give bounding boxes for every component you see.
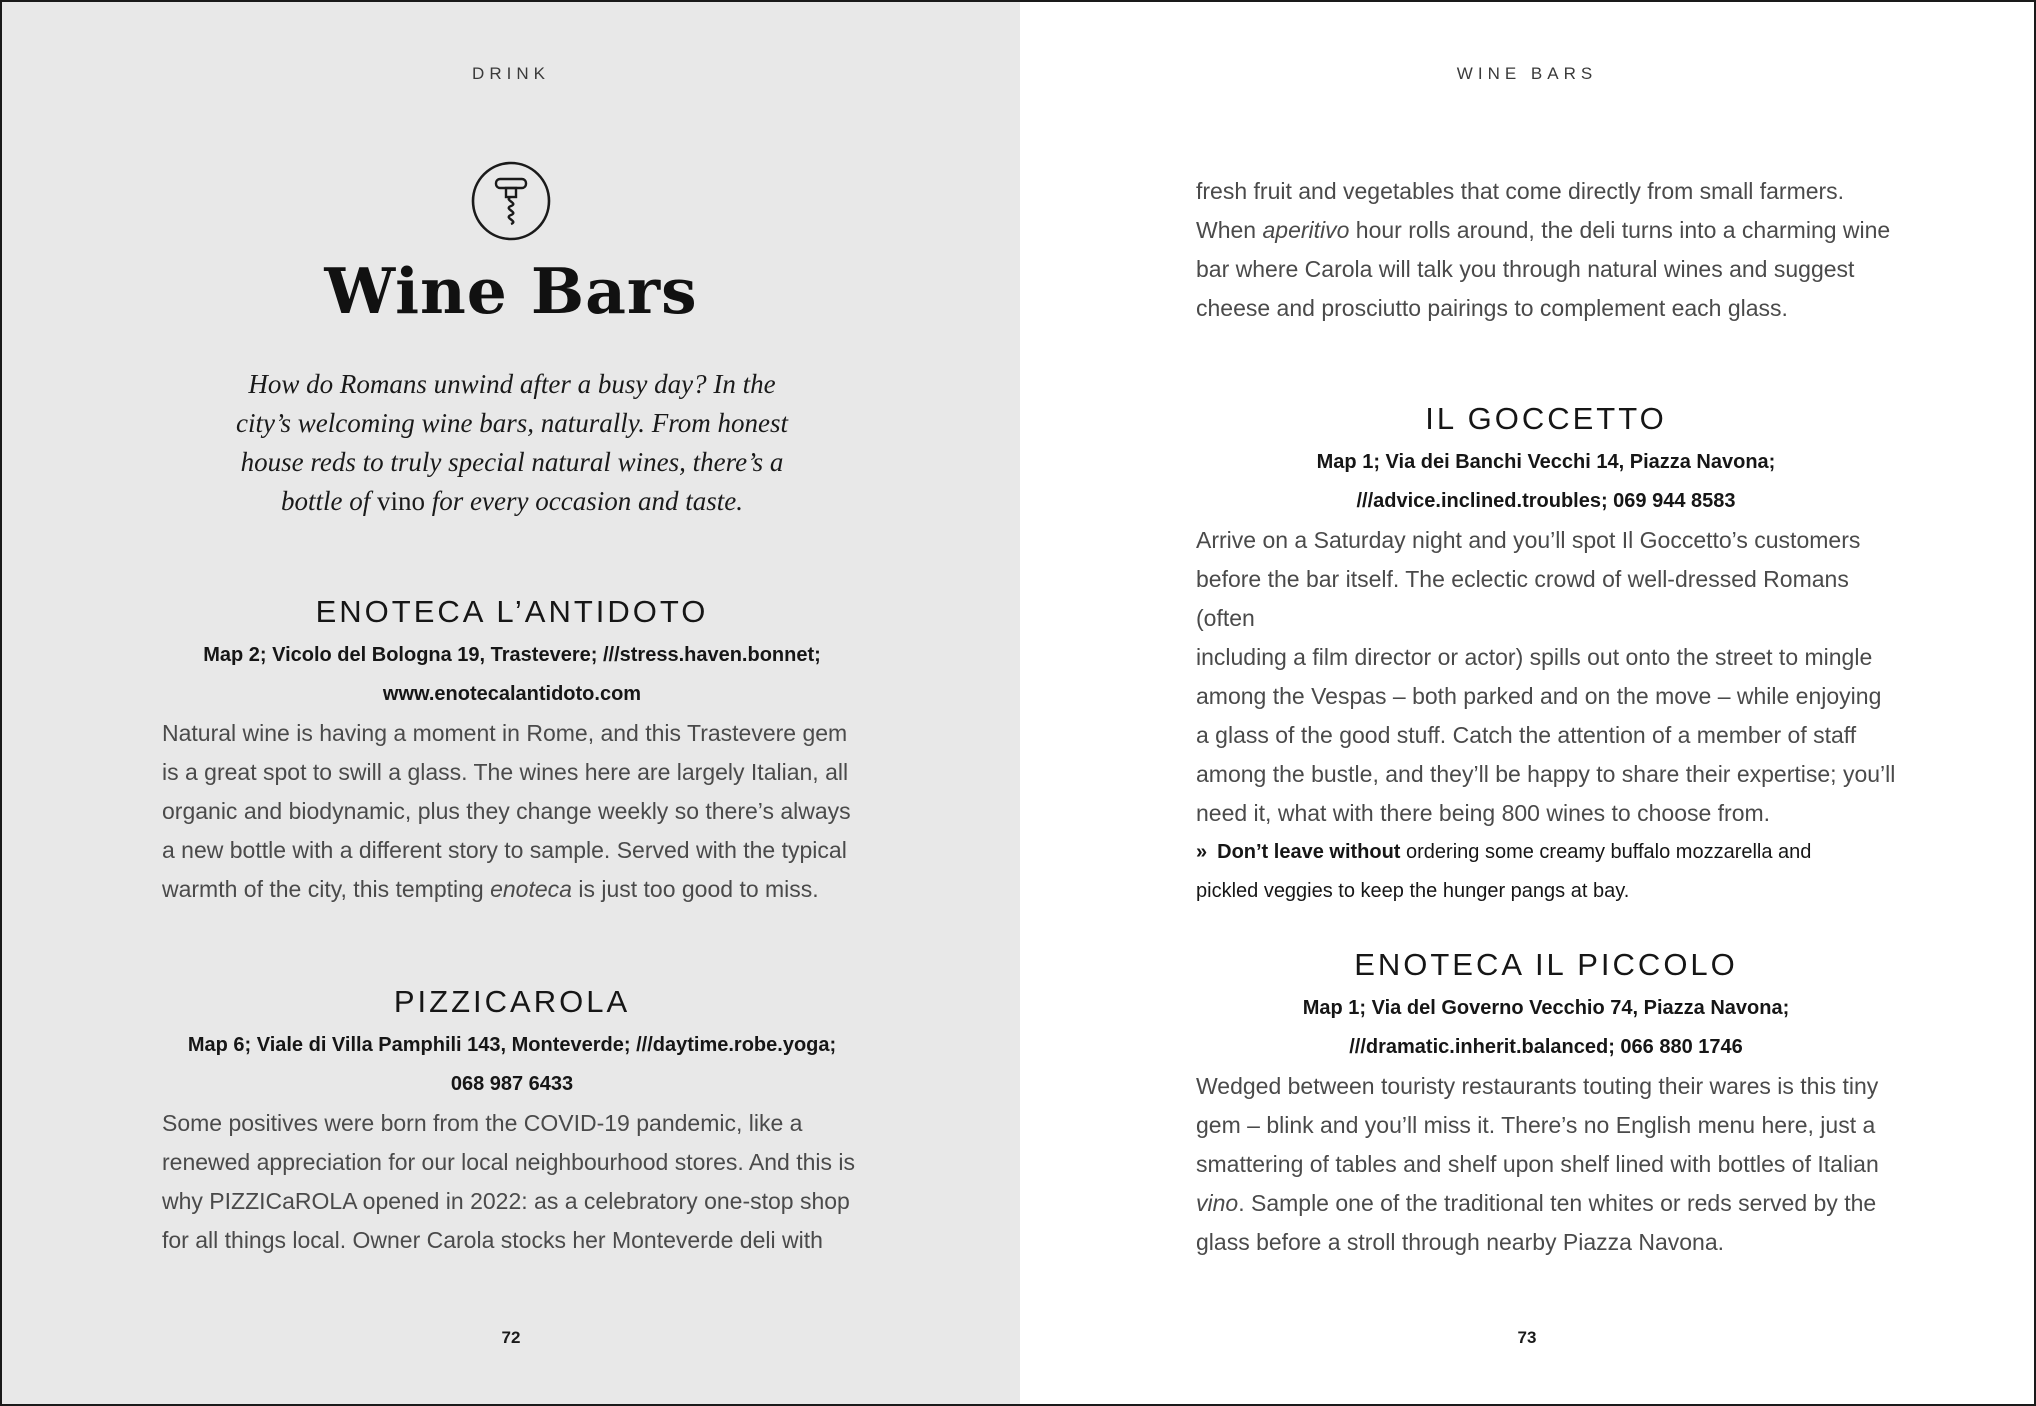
running-head-left: DRINK bbox=[472, 64, 550, 83]
venue-description bbox=[162, 1104, 862, 1260]
venue-contact: ///advice.inclined.troubles; 069 944 8583 bbox=[1356, 490, 1736, 512]
venue-name: ENOTECA L’ANTIDOTO bbox=[315, 594, 709, 629]
right-page bbox=[1020, 2, 2034, 1404]
text-line: glass before a stroll through nearby Piazza Navona. bbox=[1196, 1229, 1725, 1255]
venue-description bbox=[1196, 521, 1896, 833]
venue-enoteca-il-piccolo bbox=[1196, 945, 1896, 1262]
venue-description bbox=[162, 714, 862, 909]
chapter-title: Wine Bars bbox=[324, 254, 698, 328]
vino-word: vino bbox=[377, 486, 426, 516]
text-line: including a film director or actor) spills out onto the street to mingle bbox=[1196, 644, 1873, 670]
text-line: before the bar itself. The eclectic crowd of well-dressed Romans (often bbox=[1196, 566, 1849, 631]
text-line: is a great spot to swill a glass. The wines here are largely Italian, all bbox=[162, 759, 849, 785]
text-line: need it, what with there being 800 wines to choose from. bbox=[1196, 800, 1771, 826]
text-line: fresh fruit and vegetables that come directly from small farmers. bbox=[1196, 178, 1845, 204]
venue-contact: ///dramatic.inherit.balanced; 066 880 1746 bbox=[1349, 1036, 1743, 1058]
page-number-left: 72 bbox=[501, 1328, 521, 1347]
intro-line: house reds to truly special natural wines, there’s a bbox=[240, 447, 784, 477]
venue-name: PIZZICAROLA bbox=[393, 984, 631, 1019]
venue-name: IL GOCCETTO bbox=[1425, 401, 1667, 436]
text-line: a new bottle with a different story to sample. Served with the typical bbox=[162, 837, 847, 863]
text-line: why PIZZICaROLA opened in 2022: as a celebratory one-stop shop bbox=[162, 1188, 850, 1214]
dont-leave-without-tip bbox=[1196, 833, 1896, 911]
text-line: a glass of the good stuff. Catch the attention of a member of staff bbox=[1196, 722, 1857, 748]
intro-line: How do Romans unwind after a busy day? In the bbox=[248, 369, 776, 399]
venue-address: Map 2; Vicolo del Bologna 19, Trastevere; ///stress.haven.bonnet; bbox=[203, 644, 821, 666]
venue-description bbox=[1196, 1067, 1896, 1262]
intro-line: city’s welcoming wine bars, naturally. From honest bbox=[236, 408, 788, 438]
text-line: Wedged between touristy restaurants touting their wares is this tiny bbox=[1196, 1073, 1879, 1099]
double-chevron-icon: » bbox=[1196, 841, 1208, 863]
text-line: warmth of the city, this tempting enoteca is just too good to miss. bbox=[162, 876, 819, 902]
venue-info bbox=[1196, 989, 1896, 1067]
text-line: Natural wine is having a moment in Rome, and this Trastevere gem bbox=[162, 720, 848, 746]
venue-address: Map 1; Via del Governo Vecchio 74, Piazza Navona; bbox=[1302, 997, 1790, 1019]
text-line: cheese and prosciutto pairings to complement each glass. bbox=[1196, 295, 1788, 321]
text-line: gem – blink and you’ll miss it. There’s no English menu here, just a bbox=[1196, 1112, 1876, 1138]
venue-pizzicarola bbox=[162, 982, 862, 1260]
text-line: renewed appreciation for our local neighbourhood stores. And this is bbox=[162, 1149, 855, 1175]
tip-line: pickled veggies to keep the hunger pangs at bay. bbox=[1196, 880, 1630, 902]
intro-line: bottle of vino for every occasion and taste. bbox=[281, 486, 743, 516]
text-line: Some positives were born from the COVID-19 pandemic, like a bbox=[162, 1110, 803, 1136]
text-line: for all things local. Owner Carola stocks her Monteverde deli with bbox=[162, 1227, 823, 1253]
text-line: vino. Sample one of the traditional ten whites or reds served by the bbox=[1196, 1190, 1877, 1216]
text-line: bar where Carola will talk you through natural wines and suggest bbox=[1196, 256, 1855, 282]
running-head-right: WINE BARS bbox=[1456, 64, 1598, 83]
venue-name: ENOTECA IL PICCOLO bbox=[1354, 947, 1738, 982]
text-line: among the Vespas – both parked and on the move – while enjoying bbox=[1196, 683, 1882, 709]
venue-info bbox=[162, 1026, 862, 1104]
text-line: When aperitivo hour rolls around, the deli turns into a charming wine bbox=[1196, 217, 1891, 243]
venue-website: www.enotecalantidoto.com bbox=[382, 683, 642, 705]
left-page bbox=[2, 2, 1020, 1404]
text-line: Arrive on a Saturday night and you’ll spot Il Goccetto’s customers bbox=[1196, 527, 1861, 553]
venue-address: Map 6; Viale di Villa Pamphili 143, Monteverde; ///daytime.robe.yoga; bbox=[187, 1034, 837, 1056]
venue-il-goccetto bbox=[1196, 399, 1896, 911]
venue-phone: 068 987 6433 bbox=[450, 1073, 574, 1095]
venue-info bbox=[1196, 443, 1896, 521]
continued-text bbox=[1196, 172, 1896, 328]
text-line: smattering of tables and shelf upon shelf lined with bottles of Italian bbox=[1196, 1151, 1879, 1177]
corkscrew-icon bbox=[470, 160, 552, 242]
venue-address: Map 1; Via dei Banchi Vecchi 14, Piazza Navona; bbox=[1316, 451, 1776, 473]
page-number-right: 73 bbox=[1517, 1328, 1537, 1347]
tip-line: » Don’t leave without ordering some creamy buffalo mozzarella and bbox=[1196, 841, 1812, 863]
chapter-intro bbox=[162, 365, 862, 521]
text-line: among the bustle, and they’ll be happy to share their expertise; you’ll bbox=[1196, 761, 1896, 787]
venue-enoteca-lantidoto bbox=[162, 592, 862, 909]
venue-info bbox=[162, 636, 862, 714]
text-line: organic and biodynamic, plus they change weekly so there’s always bbox=[162, 798, 851, 824]
